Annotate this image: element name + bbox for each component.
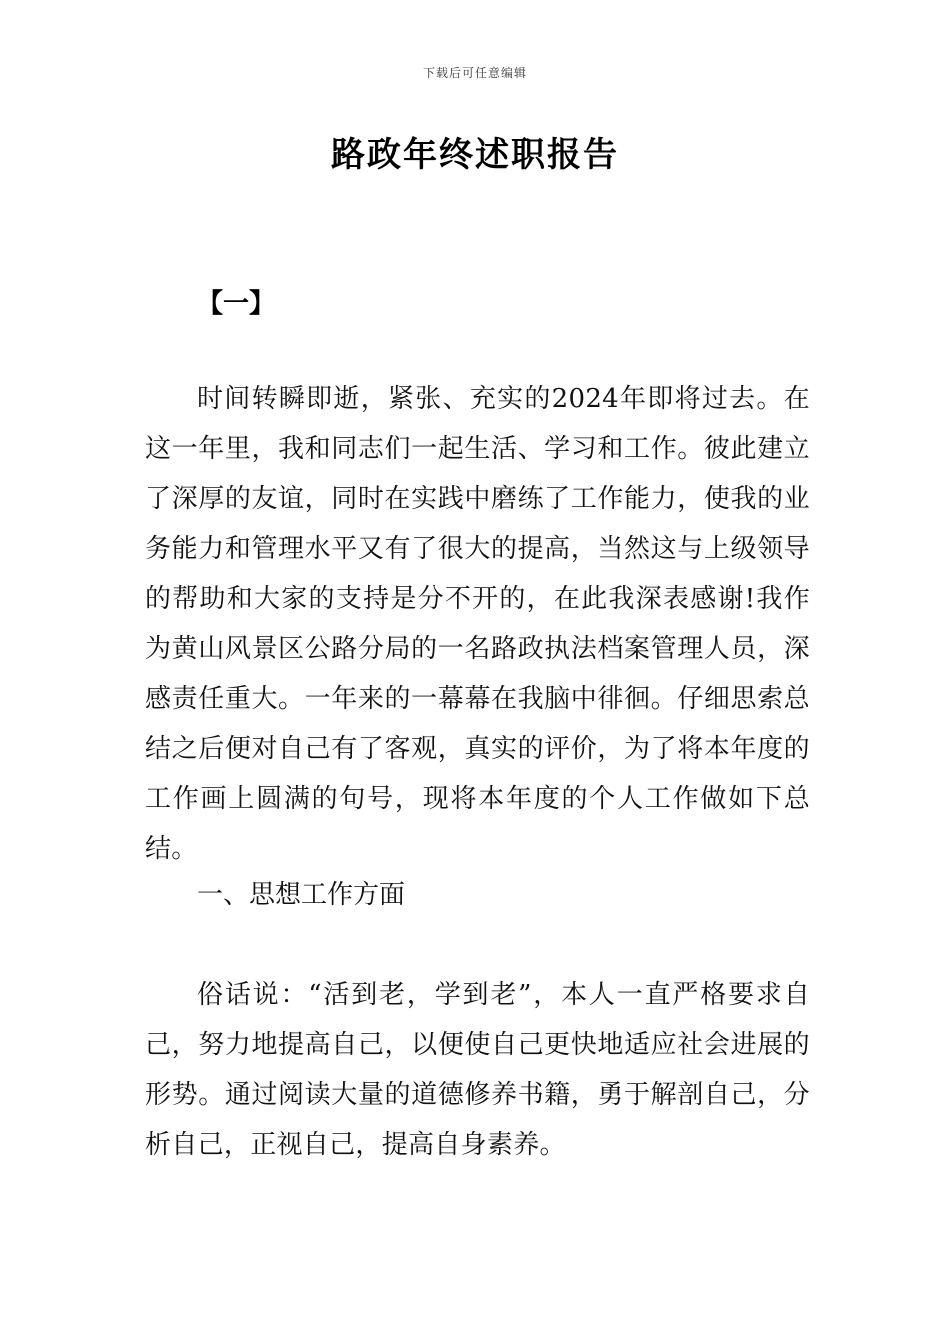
document-title: 路政年终述职报告 xyxy=(331,135,619,175)
section-heading-thought-work: 一、思想工作方面 xyxy=(197,880,406,910)
intro-paragraph: 时间转瞬即逝，紧张、充实的2024年即将过去。在这一年里，我和同志们一起生活、学习和工作。彼此建立了深厚的友谊，同时在实践中磨练了工作能力，使我的业务能力和管理水平又有了很大的提高，当然这与上级领导的帮助和大家的支持是分不开的，在此我深表感谢!我作为黄山风景区公路分局的一名路政执法档案管理人员，深感责任重大。一年来的一幕幕在我脑中徘徊。仔细思索总结之后便对自己有了客观，真实的评价，为了将本年度的工作画上圆满的句号，现将本年度的个人工作做如下总结。 xyxy=(145,384,810,864)
section-marker: 【一】 xyxy=(197,289,276,319)
header-note: 下载后可任意编辑 xyxy=(422,66,527,80)
thought-work-paragraph: 俗话说：“活到老，学到老”，本人一直严格要求自己，努力地提高自己，以便使自己更快地适应社会进展的形势。通过阅读大量的道德修养书籍，勇于解剖自己，分析自己，正视自己，提高自身素养。 xyxy=(145,980,810,1160)
